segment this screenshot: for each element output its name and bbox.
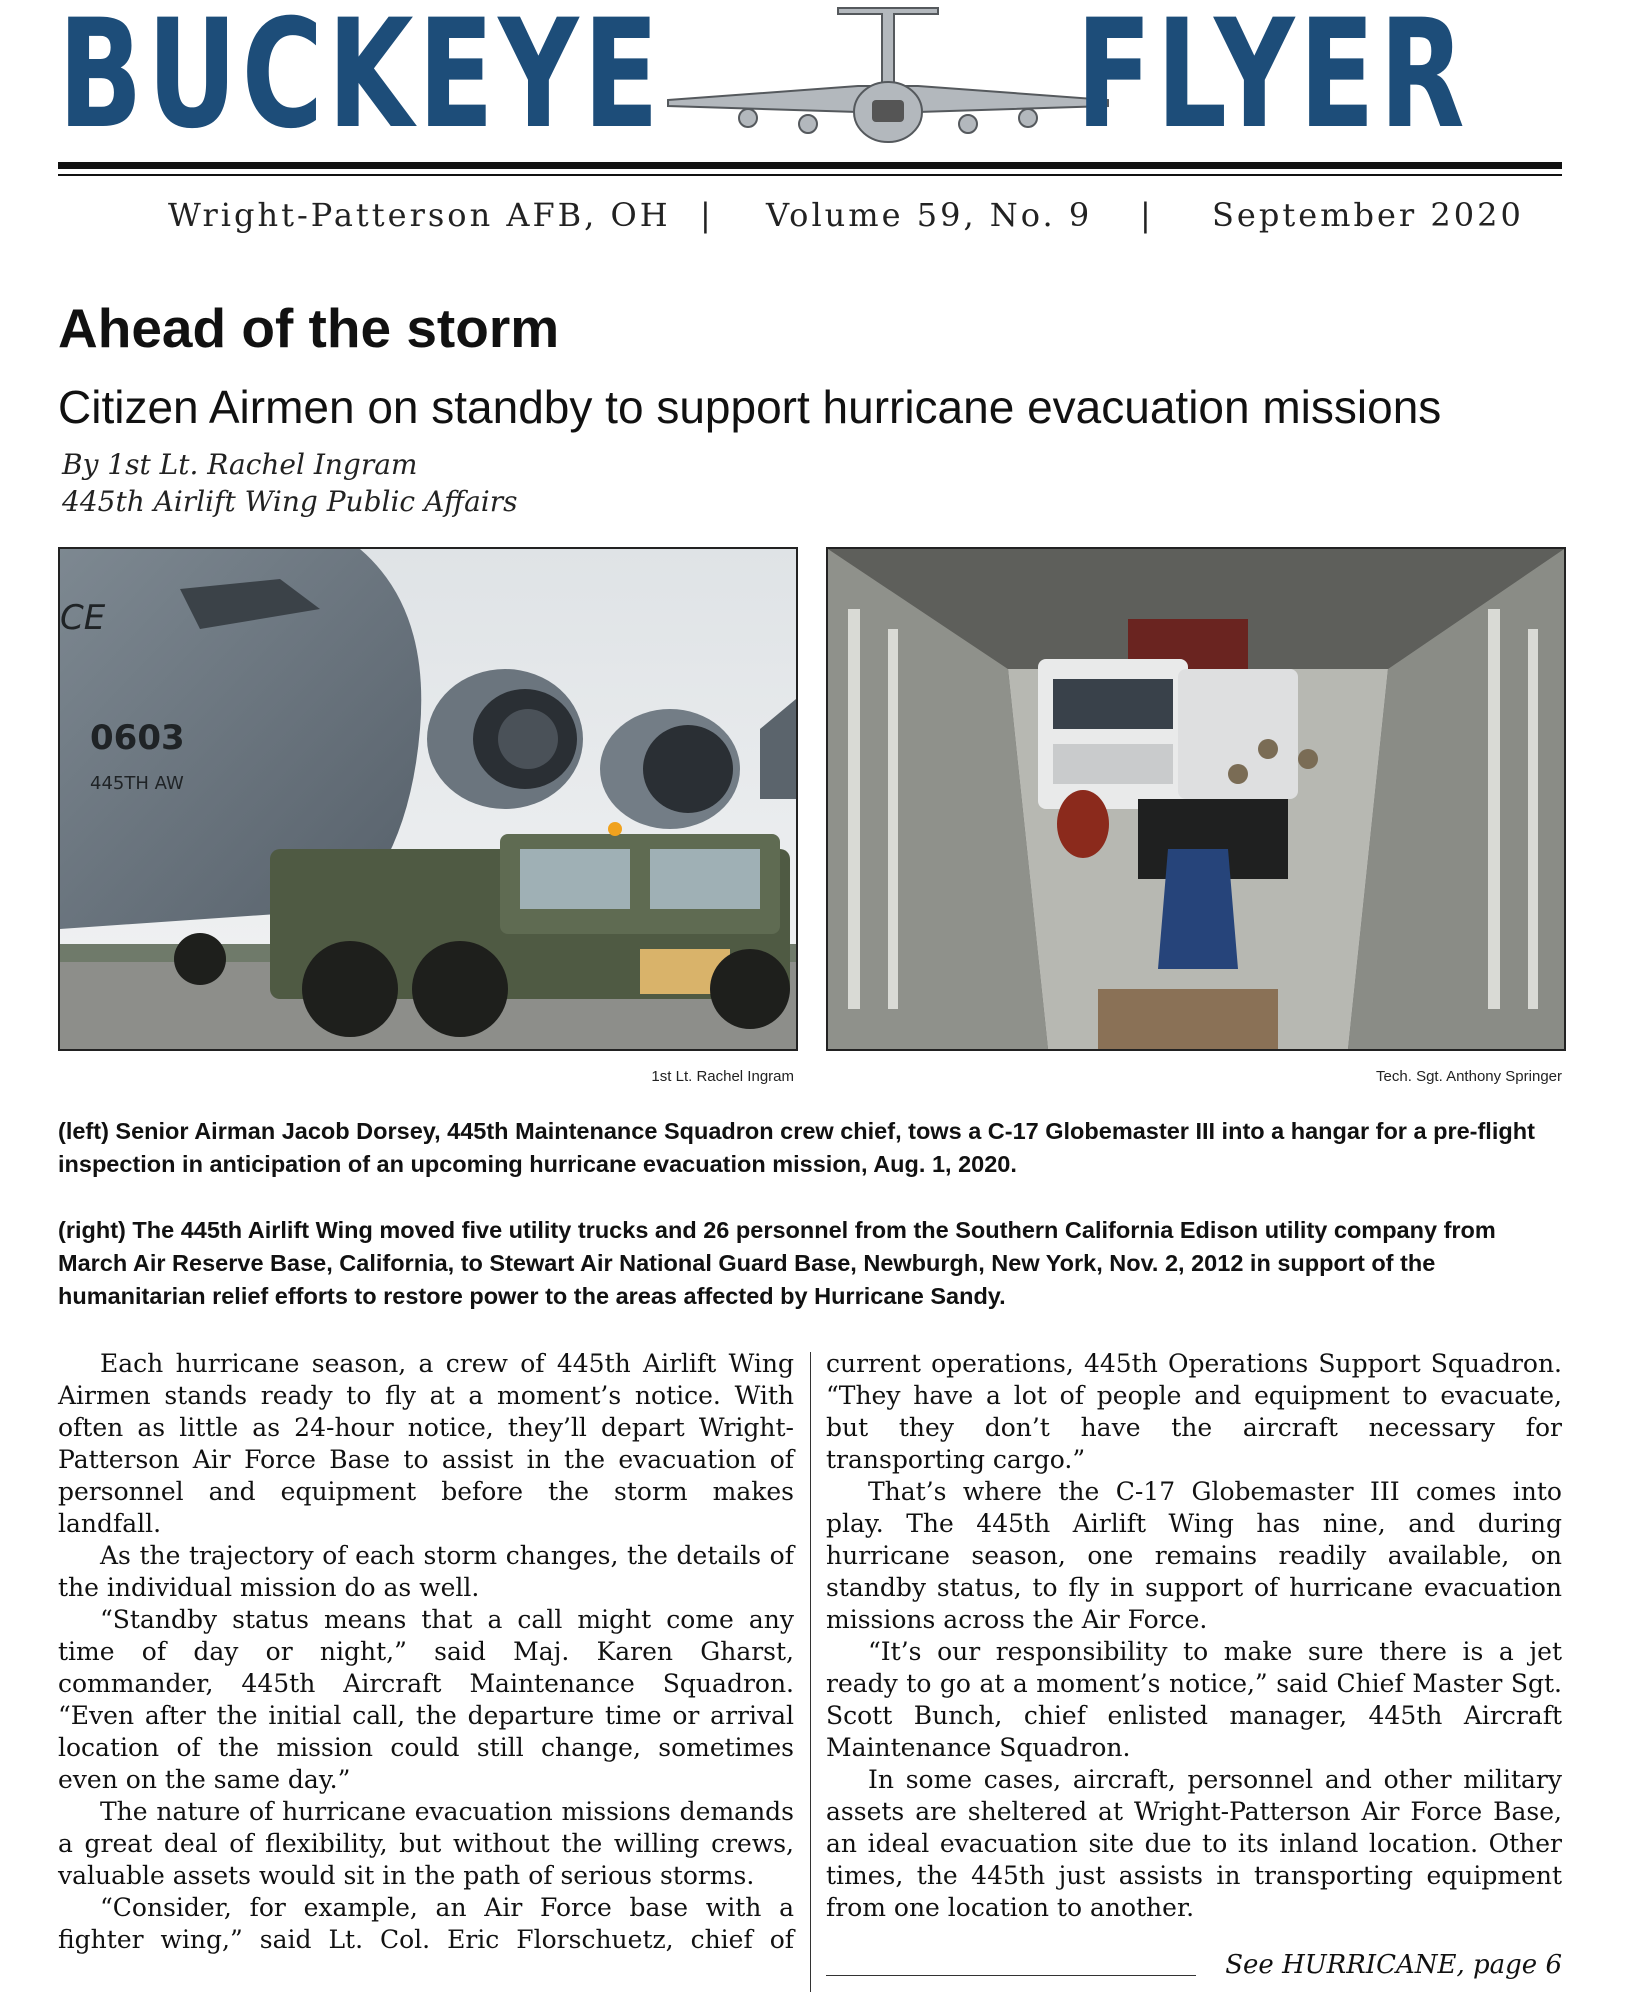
dateline-separator: | [1140, 196, 1154, 234]
masthead-title-right: FLYER [1076, 0, 1470, 162]
article-paragraph: That’s where the C-17 Globemaster III comes into play. The 445th Airlift Wing has nine, and during hurricane season, one remains readily available, on standby status, to fly in support of hurricane evacuation missions across the Air Force. [826, 1477, 1562, 1634]
article-subheadline: Citizen Airmen on standby to support hurricane evacuation missions [58, 381, 1442, 433]
article-paragraph: “Standby status means that a call might come any time of day or night,” said Maj. Karen Gharst, commander, 445th Aircraft Maintenance Squadron. “Even after the initial call, the departure time or arrival location of the mission could still change, sometimes even on the same day.” [58, 1605, 794, 1794]
photo-aircraft-unit: 445TH AW [90, 773, 184, 794]
photo-c17-tow [58, 547, 798, 1051]
article-byline [62, 446, 517, 520]
article-paragraph: Each hurricane season, a crew of 445th Airlift Wing Airmen stands ready to fly at a moment’s notice. With often as little as 24-hour notice, they’ll depart Wright-Patterson Air Force Base to assist in the evacuation of personnel and equipment before the storm makes landfall. [58, 1349, 794, 1538]
photo-credit-left: 1st Lt. Rachel Ingram [651, 1068, 794, 1085]
photo-credit-right: Tech. Sgt. Anthony Springer [1376, 1068, 1562, 1085]
article-paragraph: “It’s our responsibility to make sure there is a jet ready to go at a moment’s notice,” said Chief Master Sgt. Scott Bunch, chief enlisted manager, 445th Aircraft Maintenance Squadron. [826, 1637, 1562, 1762]
article-paragraph: “Consider, for example, an Air Force base with a fighter wing,” said Lt. Col. Eric Florschuetz, chief of [58, 1893, 794, 1954]
dateline-date: September 2020 [1212, 196, 1524, 234]
photo-caption-left: (left) Senior Airman Jacob Dorsey, 445th Maintenance Squadron crew chief, tows a C-17 Globemaster III into a hangar for a pre-flight inspection in anticipation of an upcoming hurricane evacuation mission, Aug. 1, 2020. [58, 1118, 1535, 1177]
masthead [58, 0, 1562, 160]
photo-c17-tow-image [60, 549, 796, 1049]
c17-aircraft-icon [658, 0, 1118, 150]
byline-organization: 445th Airlift Wing Public Affairs [62, 485, 518, 518]
dateline-separator: | [700, 196, 714, 234]
column-divider [810, 1352, 811, 1992]
photo-tail-letters: CE [60, 598, 106, 638]
photo-caption-right: (right) The 445th Airlift Wing moved five utility trucks and 26 personnel from the Southern California Edison utility company from March Air Reserve Base, California, to Stewart Air National Guard Base, Newburgh, New York, Nov. 2, 2012 in support of the humanitarian relief efforts to restore power to the areas affected by Hurricane Sandy. [58, 1217, 1496, 1309]
dateline-volume: Volume 59, No. 9 [766, 196, 1093, 234]
article-paragraph-continued: current operations, 445th Operations Support Squadron. “They have a lot of people and equipment to evacuate, but they don’t have the aircraft necessary for transporting cargo.” [826, 1349, 1562, 1474]
article-column-left [58, 1348, 794, 1956]
photo-cargo-hold [826, 547, 1566, 1051]
photo-aircraft-number: 0603 [90, 718, 185, 758]
masthead-rule-thick [58, 162, 1562, 169]
article-column-right [826, 1348, 1562, 1924]
article-headline: Ahead of the storm [58, 297, 560, 359]
article-paragraph: The nature of hurricane evacuation missions demands a great deal of flexibility, but without the willing crews, valuable assets would sit in the path of serious storms. [58, 1797, 794, 1890]
article-paragraph: In some cases, aircraft, personnel and other military assets are sheltered at Wright-Patterson Air Force Base, an ideal evacuation site due to its inland location. Other times, the 445th just assists in transporting equipment from one location to another. [826, 1765, 1562, 1922]
byline-author: By 1st Lt. Rachel Ingram [62, 448, 418, 481]
article-paragraph: As the trajectory of each storm changes, the details of the individual mission do as well. [58, 1541, 794, 1602]
photo-cargo-hold-image [828, 549, 1564, 1049]
continued-on-link[interactable]: See HURRICANE, page 6 [1225, 1950, 1562, 1980]
dateline-location: Wright-Patterson AFB, OH [168, 196, 671, 234]
masthead-rule-thin [58, 174, 1562, 176]
jump-rule [826, 1975, 1196, 1976]
masthead-title-left: BUCKEYE [58, 0, 664, 162]
